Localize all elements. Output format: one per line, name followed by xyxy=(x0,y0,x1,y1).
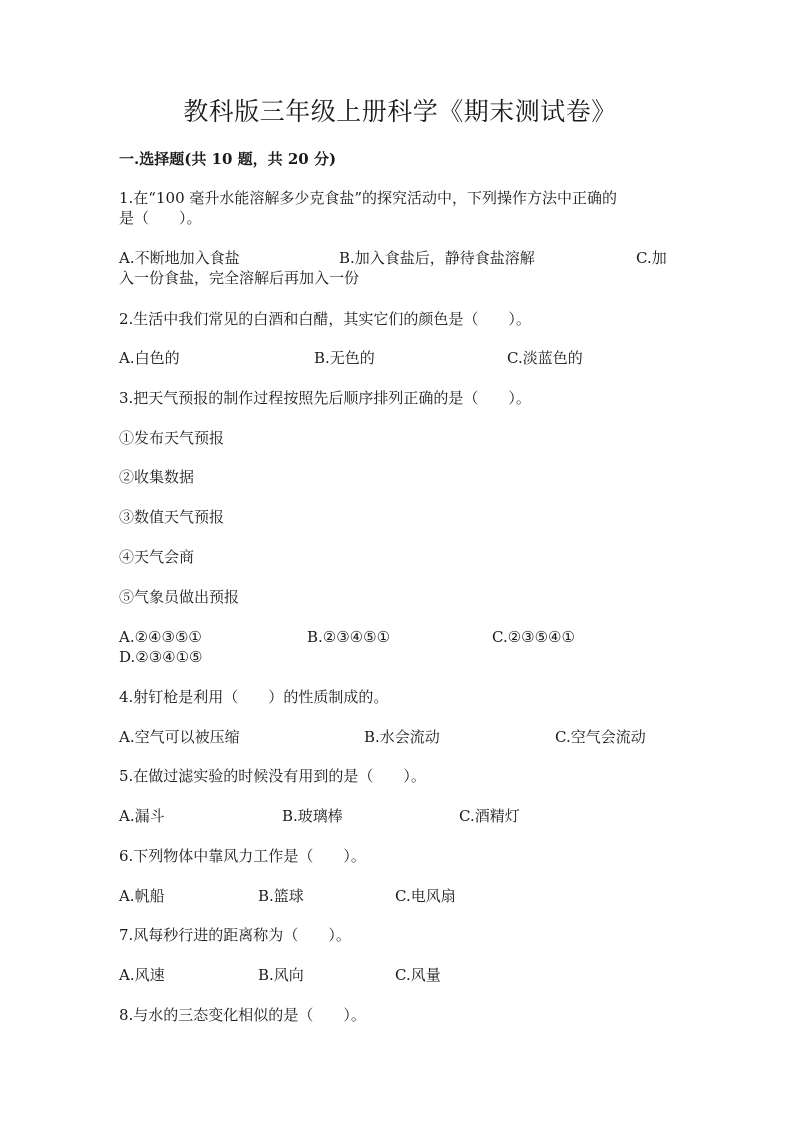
question-1-option-b[interactable]: B.加入食盐后，静待食盐溶解 xyxy=(339,249,535,267)
question-3-item-3: ③数值天气预报 xyxy=(119,508,225,526)
question-1-options xyxy=(119,247,679,269)
question-4-stem: 4.射钉枪是利用（ ）的性质制成的。 xyxy=(119,688,389,706)
question-7-option-c[interactable]: C.风量 xyxy=(395,966,441,984)
question-7-option-b[interactable]: B.风向 xyxy=(258,966,304,984)
question-4-options xyxy=(119,726,679,748)
question-5-option-a[interactable]: A.漏斗 xyxy=(119,807,165,825)
question-7-stem: 7.风每秒行进的距离称为（ ）。 xyxy=(119,926,351,944)
question-3-item-5: ⑤气象员做出预报 xyxy=(119,588,240,606)
question-3-option-d[interactable]: D.②③④①⑤ xyxy=(119,648,203,666)
question-3-item-4: ④天气会商 xyxy=(119,548,195,566)
question-7-option-a[interactable]: A.风速 xyxy=(119,966,165,984)
question-1-option-a[interactable]: A.不断地加入食盐 xyxy=(119,249,240,267)
question-3-item-2: ②收集数据 xyxy=(119,468,195,486)
question-6-stem: 6.下列物体中靠风力工作是（ ）。 xyxy=(119,847,366,865)
question-3-option-a[interactable]: A.②④③⑤① xyxy=(119,628,202,646)
question-2-options xyxy=(119,347,679,369)
question-4-option-b[interactable]: B.水会流动 xyxy=(364,728,440,746)
question-6-option-a[interactable]: A.帆船 xyxy=(119,887,165,905)
question-2-option-b[interactable]: B.无色的 xyxy=(314,349,375,367)
question-3-item-1: ①发布天气预报 xyxy=(119,429,225,447)
question-6-option-c[interactable]: C.电风扇 xyxy=(395,887,456,905)
question-3-option-c[interactable]: C.②③⑤④① xyxy=(492,628,575,646)
question-5-options xyxy=(119,805,679,827)
question-2-option-a[interactable]: A.白色的 xyxy=(119,349,180,367)
question-5-stem: 5.在做过滤实验的时候没有用到的是（ ）。 xyxy=(119,767,426,785)
question-6-option-b[interactable]: B.篮球 xyxy=(258,887,304,905)
question-4-option-c[interactable]: C.空气会流动 xyxy=(555,728,646,746)
question-5-option-c[interactable]: C.酒精灯 xyxy=(459,807,520,825)
question-7-options xyxy=(119,964,679,986)
question-4-option-a[interactable]: A.空气可以被压缩 xyxy=(119,728,240,746)
question-3-stem: 3.把天气预报的制作过程按照先后顺序排列正确的是（ ）。 xyxy=(119,389,531,407)
question-3-options xyxy=(119,626,679,648)
question-1-stem-line-1: 1.在“100 毫升水能溶解多少克食盐”的探究活动中，下列操作方法中正确的 xyxy=(119,189,618,207)
question-2-stem: 2.生活中我们常见的白酒和白醋，其实它们的颜色是（ ）。 xyxy=(119,310,531,328)
section-heading: 一.选择题(共 10 题，共 20 分) xyxy=(119,150,337,168)
question-1-option-c[interactable]: C.加 xyxy=(636,249,667,267)
question-5-option-b[interactable]: B.玻璃棒 xyxy=(282,807,343,825)
question-1-stem-line-2: 是（ ）。 xyxy=(119,209,202,227)
question-6-options xyxy=(119,885,679,907)
question-1-option-c-continued: 入一份食盐，完全溶解后再加入一份 xyxy=(119,269,360,287)
page-title: 教科版三年级上册科学《期末测试卷》 xyxy=(183,97,617,126)
question-2-option-c[interactable]: C.淡蓝色的 xyxy=(507,349,583,367)
question-3-option-b[interactable]: B.②③④⑤① xyxy=(307,628,391,646)
question-8-stem: 8.与水的三态变化相似的是（ ）。 xyxy=(119,1006,366,1024)
